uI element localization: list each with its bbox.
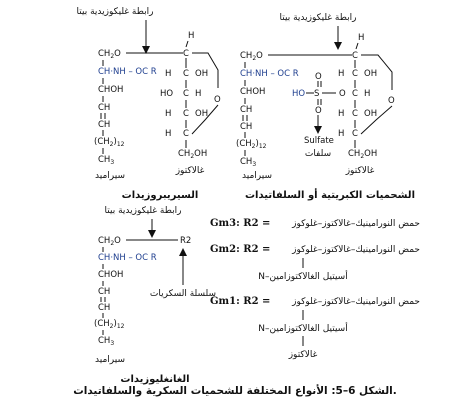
svg-text:C: C [183,89,189,99]
ganglioside-ceramide-label: سيراميد [95,355,125,365]
svg-text:S: S [314,89,320,99]
arrow-head [334,42,342,50]
svg-text:OH: OH [195,109,209,119]
figure-caption: الشكل 6–5: الأنواع المختلفة للشحميات السكرية والسلفاتيدات. [73,385,397,397]
svg-text:CHOH: CHOH [98,270,124,280]
r2-label: R2 [180,236,192,246]
svg-text:H: H [165,129,172,139]
svg-text:CH·NH – OC R: CH·NH – OC R [240,69,299,79]
svg-text:CH: CH [240,105,253,115]
sulfatide-title: الشحميات الكبريتية أو السلفاتيدات [244,190,416,201]
ganglioside-panel [94,206,216,385]
svg-text:CH: CH [98,303,111,313]
sulfate-ar-label: سلفات [304,149,332,159]
svg-text:CH3: $CH_3$ [240,157,257,168]
svg-text:H: H [358,33,365,43]
svg-text:O: O [214,95,221,105]
gm1-name: Gm1: R2 = [210,296,271,307]
svg-text:O: O [315,72,322,82]
svg-text:CH3: $CH_3$ [98,155,115,166]
gm2-name: Gm2: R2 = [210,244,271,255]
gm2-formula: حمض النورامينيك–غالاكتوز–غلوكوز [292,245,420,255]
ganglioside-bond-label: رابطة غليكوزيدية بيتا [104,206,182,216]
gm3-name: Gm3: R2 = [210,218,271,229]
svg-text:CHOH: CHOH [240,87,266,97]
svg-text:C: C [352,109,358,119]
cerebroside-title: السيريبروزيدات [121,190,199,201]
svg-text:H: H [195,89,202,99]
svg-text:CH: CH [98,103,111,113]
svg-text:OH: OH [364,69,378,79]
svg-text:H: H [165,109,172,119]
svg-text:CH: CH [98,120,111,130]
cerebroside-bond-label: رابطة غليكوزيدية بيتا [76,7,154,17]
svg-text:(CH2)12: $(CH_2)_{12}$ [236,139,267,150]
svg-text:H: H [338,109,345,119]
svg-text:O: O [315,106,322,116]
svg-text:CH·NH – OC R: CH·NH – OC R [98,253,157,263]
svg-text:C: C [352,89,358,99]
cerebroside-ceramide-label: سيراميد [95,171,125,181]
svg-text:C: C [183,69,189,79]
sulfate-label: Sulfate [304,136,334,146]
sulfatide-panel [236,13,415,201]
svg-text:H: H [188,31,195,41]
svg-text:C: C [352,51,358,61]
svg-text:CH: CH [98,287,111,297]
svg-text:H: H [338,69,345,79]
gm1-branch2: غالاكتوز [288,350,318,360]
gm-list [210,218,420,360]
svg-text:H: H [338,129,345,139]
cerebroside-galactose-label: غالاكتوز [175,166,205,176]
sulfatide-bond-label: رابطة غليكوزيدية بيتا [279,13,357,23]
svg-text:CH: CH [240,122,253,132]
svg-text:CH2O: $CH_2O$ [98,236,121,247]
svg-text:CH3: $CH_3$ [98,336,115,347]
svg-text:C: C [183,129,189,139]
gm1-formula: حمض النورامينيك–غالاكتوز–غلوكوز [292,297,420,307]
svg-text:O: O [339,89,346,99]
svg-text:HO: HO [160,89,174,99]
svg-text:C: C [183,49,189,59]
gm1-branch1: N–أسيتيل الغالاكتوزامين [258,324,348,334]
svg-text:H: H [165,69,172,79]
svg-text:CHOH: CHOH [98,85,124,95]
svg-text:CH2O: $CH_2O$ [240,51,263,62]
svg-text:OH: OH [364,109,378,119]
svg-text:H: H [364,89,371,99]
sulfatide-ceramide-label: سيراميد [242,171,272,181]
sugar-chain-label: سلسلة السكريات [149,289,217,299]
cerebroside-panel [77,7,221,201]
gm3-formula: حمض النورامينيك–غالاكتوز–غلوكوز [292,219,420,229]
sulfatide-galactose-label: غالاكتوز [345,166,375,176]
svg-text:C: C [352,69,358,79]
svg-text:(CH2)12: $(CH_2)_{12}$ [94,319,125,330]
svg-text:CH2OH: $CH_2OH$ [348,149,378,160]
svg-text:HO: HO [292,89,306,99]
ch-nh-label: CH·NH – OC R [98,67,157,77]
gm2-branch: N–أسيتيل الغالاكتوزامين [258,272,348,282]
svg-text:OH: OH [195,69,209,79]
svg-text:C: C [352,129,358,139]
svg-text:O: O [388,96,395,106]
svg-text:CH2OH: $CH_2OH$ [178,149,208,160]
ganglioside-title: الغانغليوزيدات [120,374,190,385]
ch2o-label: $CH_2O$ [98,49,121,60]
svg-text:(CH2)12: $(CH_2)_{12}$ [94,137,125,148]
svg-text:C: C [183,109,189,119]
